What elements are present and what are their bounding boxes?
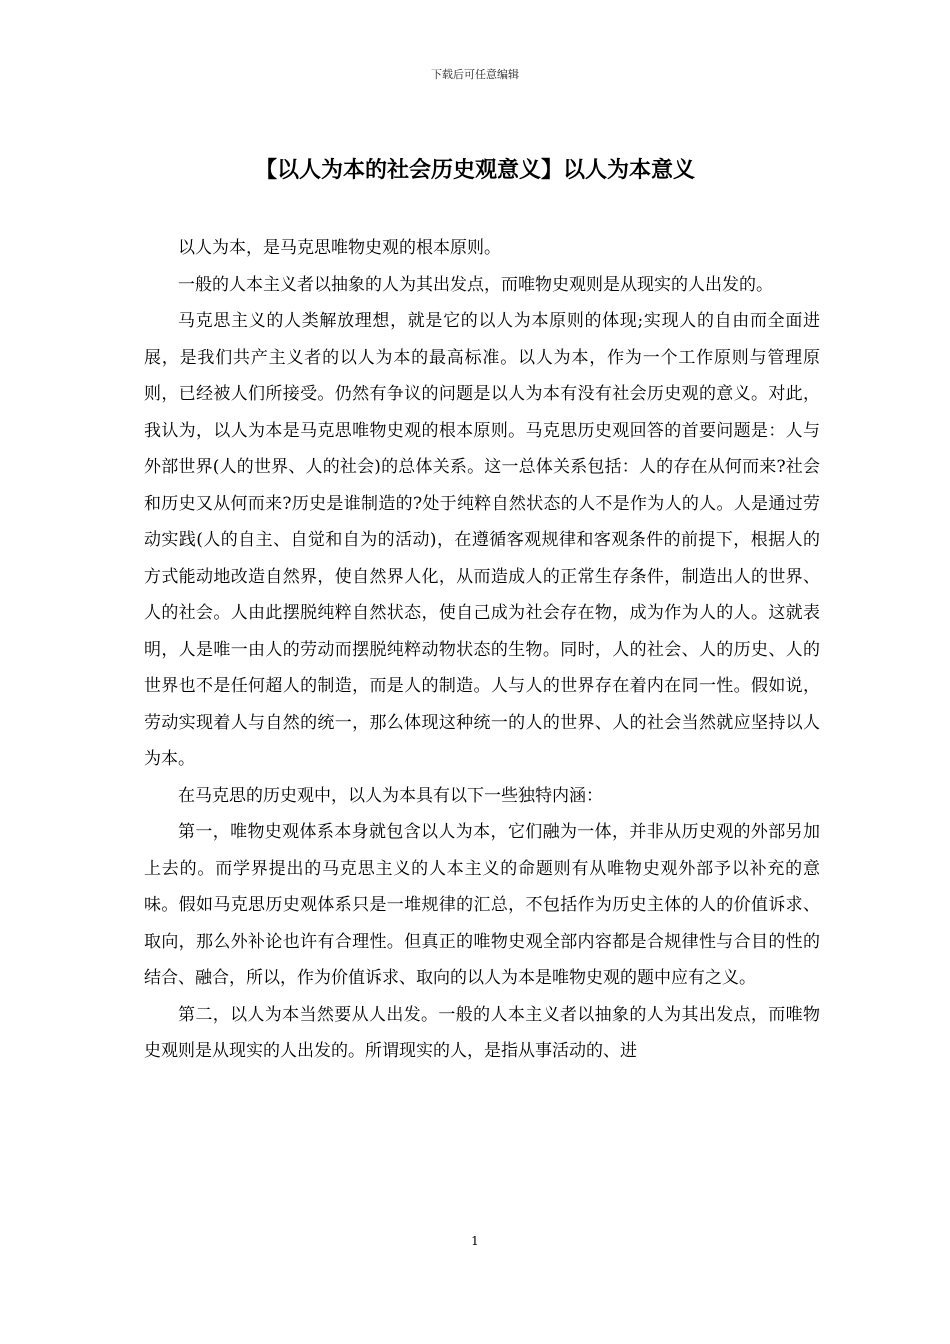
paragraph: 在马克思的历史观中，以人为本具有以下一些独特内涵： [178,785,603,806]
page-number: 1 [471,1234,479,1248]
paragraph: 以人为本，是马克思唯物史观的根本原则。 [178,238,501,258]
paragraph: 第二，以人为本当然要从人出发。一般的人本主义者以抽象的人为其出发点，而唯物史观则是从现实的人出发的。所谓现实的人，是指从事活动的、进 [144,1004,820,1061]
page-header: 下载后可任意编辑 [431,68,519,81]
paragraph: 第一，唯物史观体系本身就包含以人为本，它们融为一体，并非从历史观的外部另加上去的。而学界提出的马克思主义的人本主义的命题则有从唯物史观外部予以补充的意味。假如马克思历史观体系只是一堆规律的汇总，不包括作为历史主体的人的价值诉求、取向，那么外补论也许有合理性。但真正的唯物史观全部内容都是合规律性与合目的性的结合、融合，所以，作为价值诉求、取向的以人为本是唯物史观的题中应有之义。 [144,822,820,988]
document-title: 【以人为本的社会历史观意义】以人为本意义 [254,157,695,183]
document-body [144,230,820,1070]
paragraph: 一般的人本主义者以抽象的人为其出发点，而唯物史观则是从现实的人出发的。 [178,274,773,295]
paragraph: 马克思主义的人类解放理想，就是它的以人为本原则的体现;实现人的自由而全面进展，是我们共产主义者的以人为本的最高标准。以人为本，作为一个工作原则与管理原则，已经被人们所接受。仍然有争议的问题是以人为本有没有社会历史观的意义。对此，我认为，以人为本是马克思唯物史观的根本原则。马克思历史观回答的首要问题是：人与外部世界(人的世界、人的社会)的总体关系。这一总体关系包括：人的存在从何而来?社会和历史又从何而来?历史是谁制造的?处于纯粹自然状态的人不是作为人的人。人是通过劳动实践(人的自主、自觉和自为的活动)，在遵循客观规律和客观条件的前提下，根据人的方式能动地改造自然界，使自然界人化，从而造成人的正常生存条件，制造出人的世界、人的社会。人由此摆脱纯粹自然状态，使自己成为社会存在物，成为作为人的人。这就表明，人是唯一由人的劳动而摆脱纯粹动物状态的生物。同时，人的社会、人的历史、人的世界也不是任何超人的制造，而是人的制造。人与人的世界存在着内在同一性。假如说，劳动实现着人与自然的统一，那么体现这种统一的人的世界、人的社会当然就应坚持以人为本。 [144,311,820,769]
